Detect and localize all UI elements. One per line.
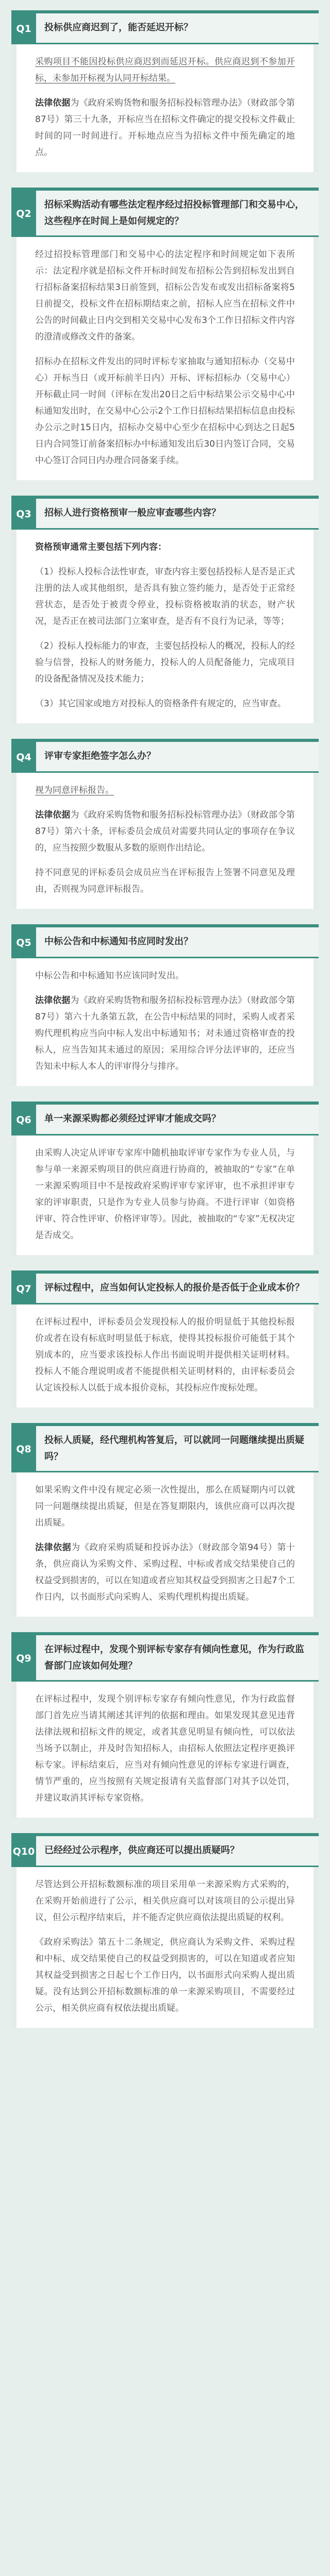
answer-body — [16, 773, 314, 909]
question-header — [11, 496, 319, 530]
question-header — [11, 924, 319, 958]
question-header — [11, 1833, 319, 1867]
question-header — [11, 1101, 319, 1136]
answer-paragraph: 采购项目不能因投标供应商迟到而延迟开标。供应商迟到不参加开标，未参加开标视为认同开标结果。 — [35, 57, 295, 83]
question-number: Q4 — [11, 742, 36, 773]
qa-card-9 — [11, 1632, 319, 1818]
question-number: Q2 — [11, 191, 36, 237]
answer-paragraph: 由采购人决定从评审专家库中随机抽取评审专家作为专业人员，与参与单一来源采购项目的供应商进行协商的，被抽取的“专家”在单一来源采购项目中不是按政府采购评审专家评审，也不承担评审专家的评审职责，只是作为专业人员参与协商。不进行评审（如资格评审、符合性评审、价格评审等）。因此，被抽取的“专家”无权决定是否成交。 — [35, 1148, 295, 1241]
qa-card-4 — [11, 739, 319, 909]
legal-basis-label: 法律依据 — [35, 810, 71, 820]
answer-paragraph: 法律依据为《政府采购货物和服务招标投标管理办法》（财政部令第87号）第三十九条，开标应当在招标文件确定的提交投标文件截止时间的同一时间进行。开标地点应当为招标文件中预先确定的地点。 — [35, 98, 295, 158]
question-number: Q7 — [11, 1274, 36, 1304]
answer-paragraph: 法律依据为《政府采购货物和服务招标投标管理办法》（财政部令第87号）第六十九条第五款，在公告中标结果的同时，采购人或者采购代理机构应当向中标人发出中标通知书；对未通过资格审查的投标人，应当告知其未通过的原因；采用综合评分法评审的，还应当告知未中标人本人的评审得分与排序。 — [35, 995, 295, 1072]
question-number: Q5 — [11, 927, 36, 958]
question-text: 已经经过公示程序，供应商还可以提出质疑吗？ — [44, 1845, 239, 1856]
qa-card-10 — [11, 1833, 319, 2028]
answer-body — [16, 44, 314, 172]
answer-paragraph: （1）投标人投标合法性审查，审查内容主要包括投标人是否是正式注册的法人或其他组织，是否具有独立签约能力，是否处于正常经营状态，是否处于被责令停业，投标资格被取消的状态，财产状况，是否正在被司法部门立案审查，是否有不良行为记录，等等； — [35, 567, 295, 626]
question-text: 招标人进行资格预审一般应审查哪些内容？ — [44, 507, 221, 518]
answer-paragraph: 在评标过程中，评标委员会发现投标人的报价明显低于其他投标报价或者在设有标底时明显低于标底，使得其投标报价可能低于其个别成本的，应当要求该投标人作出书面说明并提供相关证明材料。投标人不能合理说明或者不能提供相关证明材料的，由评标委员会认定该投标人以低于成本报价竞标，其投标应作废标处理。 — [35, 1317, 295, 1393]
question-header — [11, 1270, 319, 1304]
answer-paragraph: （2）投标人投标能力的审查，主要包括投标人的概况，投标人的经验与信誉，投标人的财务能力，投标人的人员配备能力，完成项目的设备配备情况及技术能力； — [35, 641, 295, 684]
answer-body — [16, 1472, 314, 1617]
question-number: Q10 — [11, 1836, 36, 1867]
question-text: 在评标过程中，发现个别评标专家存有倾向性意见，作为行政监督部门应该如何处理？ — [44, 1644, 304, 1671]
question-header — [11, 10, 319, 44]
qa-card-7 — [11, 1270, 319, 1408]
question-number: Q6 — [11, 1105, 36, 1136]
qa-card-1 — [11, 10, 319, 172]
legal-basis-label: 法律依据 — [35, 98, 71, 108]
answer-body — [16, 958, 314, 1086]
question-header — [11, 1423, 319, 1472]
answer-paragraph: 在评标过程中，发现个别评标专家存有倾向性意见，作为行政监督部门首先应当请其阐述其评判的依据和理由。如果发现其意见违背法律法规和招标文件的规定，或者其意见明显有倾向性，可以依法当场予以制止，并及时告知招标人，由招标人依照法定程序更换评标专家。评标结束后，应当对有倾向性意见的评标专家进行调查，情节严重的，应当按照有关规定报请有关监督部门对其予以处罚，并建议取消其评标专家资格。 — [35, 1694, 295, 1803]
answer-body — [16, 530, 314, 723]
question-header — [11, 1632, 319, 1682]
question-number: Q8 — [11, 1426, 36, 1472]
answer-body — [16, 1682, 314, 1818]
answer-paragraph: 持不同意见的评标委员会成员应当在评标报告上签署不同意见及理由，否则视为同意评标报告。 — [35, 868, 295, 894]
answer-paragraph: 招标办在招标文件发出的同时评标专家抽取与通知招标办（交易中心）开标当日（或开标前半日内）开标、评标招标办（交易中心）开标截止同一时间（评标在发出20日之后中标结果公示交易中心中标通知发出时，在交易中心公示2个工作日招标结果招标信息由投标办公示之时15日内，招标办交易中心至少在招标中心到达之日起5日内合同签订前备案招标办中标通知发出后30日内签订合同，交易中心签订合同日内办理合同备案手续。 — [35, 357, 295, 466]
answer-body — [16, 1136, 314, 1255]
answer-paragraph: 视为同意评标报告。 — [35, 785, 114, 795]
question-text: 投标人质疑，经代理机构答复后，可以就同一问题继续提出质疑吗？ — [44, 1435, 304, 1462]
legal-basis-label: 法律依据 — [35, 995, 71, 1006]
question-text: 中标公告和中标通知书应同时发出？ — [44, 936, 193, 947]
answer-paragraph: 《政府采购法》第五十二条规定，供应商认为采购文件、采购过程和中标、成交结果使自己的权益受到损害的，可以在知道或者应知其权益受到损害之日起七个工作日内，以书面形式向采购人提出质疑。没有达到公开招标数额标准的单一来源采购项目，不需要经过公示，相关供应商有权依法提出质疑。 — [35, 1937, 295, 2013]
answer-paragraph: 尽管达到公开招标数额标准的项目采用单一来源采购方式采购的，在采购开始前进行了公示，相关供应商可以对该项目的公示提出异议，但公示程序结束后，并不能否定供应商依法提出质疑的权利。 — [35, 1879, 295, 1923]
qa-card-5 — [11, 924, 319, 1086]
legal-basis-label: 法律依据 — [35, 1543, 72, 1553]
answer-paragraph: 法律依据为《政府采购质疑和投诉办法》（财政部令第94号）第十条，供应商认为采购文件、采购过程、中标或者成交结果使自己的权益受到损害的，可以在知道或者应知其权益受到损害之日起7个工作日内，以书面形式向采购人、采购代理机构提出质疑。 — [35, 1543, 295, 1602]
question-text: 评标过程中，应当如何认定投标人的报价是否低于企业成本价？ — [44, 1282, 304, 1293]
question-number: Q1 — [11, 13, 36, 44]
answer-paragraph: 法律依据为《政府采购货物和服务招标投标管理办法》（财政部令第87号）第六十条，评标委员会成员对需要共同认定的事项存在争议的，应当按照少数服从多数的原则作出结论。 — [35, 810, 295, 853]
question-header — [11, 188, 319, 237]
qa-card-3 — [11, 496, 319, 723]
question-text: 单一来源采购都必须经过评审才能成交吗？ — [44, 1113, 221, 1124]
question-text: 投标供应商迟到了，能否延迟开标？ — [44, 22, 193, 33]
answer-lead: 资格预审通常主要包括下列内容： — [35, 542, 167, 552]
qa-card-2 — [11, 188, 319, 480]
qa-card-8 — [11, 1423, 319, 1617]
question-text: 评审专家拒绝签字怎么办？ — [44, 751, 156, 761]
answer-paragraph: 如果采购文件中没有规定必须一次性提出，那么在质疑期内可以就同一问题继续提出质疑，但是在答复期限内，该供应商可以再次提出质疑。 — [35, 1485, 295, 1528]
answer-paragraph: 经过招投标管理部门和交易中心的法定程序和时间规定如下表所示：法定程序就是招标文件开标时间发布招标公告到招标发出到自行招标备案招标结果3日前签到，招标公告发布或发出招标备案将5日前提交，投标文件在招标期结束之前，招标人应当在招标文件中公告的时间截止日内交到相关交易中心发布3个工作日招标文件内容的澄清或修改文件的备案。 — [35, 249, 295, 342]
qa-card-6 — [11, 1101, 319, 1255]
answer-body — [16, 1867, 314, 2028]
answer-paragraph: （3）其它国家或地方对投标人的资格条件有规定的，应当审查。 — [35, 699, 286, 709]
question-number: Q9 — [11, 1635, 36, 1682]
question-number: Q3 — [11, 499, 36, 530]
question-text: 招标采购活动有哪些法定程序经过招投标管理部门和交易中心，这些程序在时间上是如何规定的？ — [44, 199, 304, 227]
answer-paragraph: 中标公告和中标通知书应该同时发出。 — [35, 971, 184, 981]
question-header — [11, 739, 319, 773]
answer-body — [16, 1304, 314, 1408]
answer-body — [16, 237, 314, 480]
